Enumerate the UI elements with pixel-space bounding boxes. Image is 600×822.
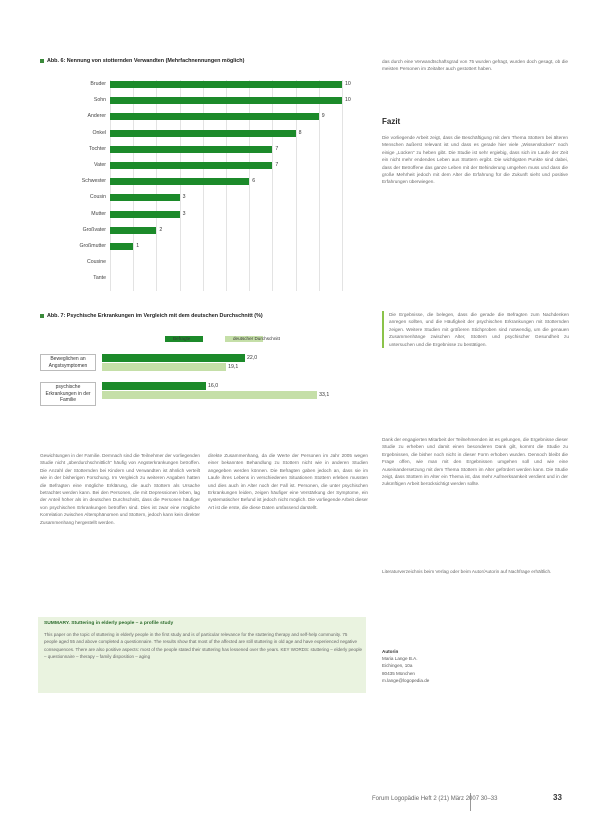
category-label: Vater (93, 162, 106, 168)
bar-value-label: 3 (182, 210, 186, 217)
bar (102, 354, 245, 362)
figure-6-title (40, 58, 244, 64)
summary-title: SUMMARY. Stuttering in elderly people – a profile study (44, 621, 174, 626)
bar (102, 391, 317, 399)
category-label: Sohn (93, 97, 106, 104)
bar-value-label: 10 (345, 81, 351, 87)
bar-value-label: 6 (252, 178, 256, 185)
bar-value-label: 16,0 (208, 383, 219, 389)
author-block (382, 648, 532, 684)
right-middle-paragraph: Dank der engagierten Mitarbeit der Teilnehmenden ist es gelungen, die Ergebnisse dieser Studie zu erheben und damit einen besonderen Dank gilt, kommt die Studie zu Ergebnissen, die bisher noch nicht in dieser Form erhoben wurden. Dennoch bleibt die Frage offen, wie man mit den Ergebnissen umgehen soll und wie eine Auseinandersetzung mit dem Thema Stottern im Alter gefördert werden kann. Die Studie zeigt, dass Stottern im Alter ein Thema ist, das mehr Aufmerksamkeit verdient und in der zukünftigen Arbeit berücksichtigt werden sollte. (382, 437, 568, 487)
page-number: 33 (553, 793, 562, 802)
gridline (226, 80, 227, 291)
left-column-paragraph: Gewichtungen in der Familie. Demnach sind die Teilnehmer der vorliegenden Studie nicht „überdurchschnittlich“ häufig von Angsterkrankungen betroffen. Die Anzahl der Stotternden bei Kindern und Verwandten ist ähnlich verteilt wie in der bisherigen Forschung. Im Vergleich zu weiteren Angaben hatten die Befragten eine mögliche Erklärung, die auch Stottern als Ursache betrachtet werden kann. Bei den Personen, die mit Depressionen leben, lag der Anteil höher als im deutschen Durchschnitt, dass die Personen häufiger von psychischen Erkrankungen betroffen sind. Dies ist zwar eine mögliche Korrelation zwischen Altersphänomen und Stottern, jedoch kann kein direkter Zusammenhang hergestellt werden. (40, 453, 200, 525)
category-label: Anderer (87, 113, 106, 120)
figure-marker-square-icon (40, 314, 44, 318)
gridline (156, 80, 157, 291)
highlight-box: Die Ergebnisse, die belegen, dass die gerade die Befragten zum Nachdenken anregen sollten, und die Häufigkeit der psychischen Erkrankungen mit Stotternden zeigen. Weitere Studien mit größeren Stichproben sind notwendig, um die genauen Zusammenhänge zwischen Alter, Stottern und psychischer Gesundheit zu untersuchen und die Ergebnisse zu bestätigen. (382, 311, 569, 348)
category-label: Mutter (91, 210, 106, 217)
author-line: m.lange@logopedia.de (382, 677, 430, 683)
author-line: Maria Lange B.A. (382, 656, 418, 662)
right-top-paragraph: das durch eine Verwandtschaftsgrad von 75 wurden gefragt, wurden doch gesagt, ob die meisten Personen im Zeitalter auch gestottert haben. (382, 59, 568, 72)
bar (110, 97, 342, 104)
bar-value-label: 19,1 (228, 364, 239, 370)
bar (102, 382, 206, 390)
bar-value-label: 7 (275, 145, 279, 152)
bar (102, 363, 226, 371)
bar (110, 227, 156, 234)
legend-label: Befragte (173, 336, 191, 341)
category-label: Großmutter (79, 243, 106, 249)
bar (110, 81, 342, 88)
category-label: psychische Erkrankungen in der Familie (40, 382, 96, 406)
bar (110, 243, 133, 250)
category-label: Cousin (89, 194, 106, 201)
figure-7-title (40, 313, 263, 319)
bar (110, 113, 319, 120)
bar-value-label: 10 (345, 97, 351, 104)
bar (110, 162, 272, 169)
figure-7-title-text: Abb. 7: Psychische Erkrankungen im Vergleich mit dem deutschen Durchschnitt (%) (47, 313, 263, 319)
literature-note: Literaturverzeichnis beim Verlag oder beim Autor/Autorin auf Nachfrage erhältlich. (382, 569, 552, 574)
fazit-heading: Fazit (382, 117, 401, 126)
category-label: Schwester (81, 178, 106, 185)
category-label: Großvater (82, 226, 106, 233)
bar (110, 130, 296, 137)
figure-6-title-text: Abb. 6: Nennung von stotternden Verwandten (Mehrfachnennungen möglich) (47, 58, 245, 64)
figure-6-chart (40, 80, 360, 296)
category-label: Bruder (90, 81, 106, 87)
bar (110, 178, 249, 185)
summary-body: This paper on the topic of stuttering in elderly people in the first study and is of particular relevance for the stuttering therapy and self-help community. 75 people aged 55 and above completed a questionnaire. The results show that most of the affected are still stuttering in old age and have experienced negative consequences. There are also positive aspects: most of the people stated their stuttering has lessened over the years. KEY WORDS: stuttering – elderly people – questionnaire – therapy – family disposition – aging (44, 632, 363, 660)
gridline (319, 80, 320, 291)
category-label: Onkel (92, 129, 106, 136)
gridline (110, 80, 111, 291)
gridline (180, 80, 181, 291)
bar (110, 194, 180, 201)
gridline (342, 80, 343, 291)
bar-value-label: 3 (182, 194, 186, 201)
category-label: Tochter (88, 145, 106, 152)
footer-text: Forum Logopädie Heft 2 (21) März 2007 30–33 (372, 796, 498, 802)
bar-value-label: 1 (136, 243, 140, 249)
author-line: 80435 München (382, 670, 415, 676)
gridline (296, 80, 297, 291)
category-label: Tante (93, 275, 106, 282)
bar-value-label: 8 (298, 129, 302, 136)
bar (110, 211, 180, 218)
gridline (203, 80, 204, 291)
bar (110, 146, 272, 153)
bar-value-label: 2 (159, 226, 163, 233)
fazit-paragraph: Die vorliegende Arbeit zeigt, dass die Beschäftigung mit dem Thema Stottern bei älteren Menschen äußerst relevant ist und dass es gerade hier viele „Wissenslücken“ noch einige „Lücken“ zu heben gibt. Die Studie ist sehr ergiebig, dass sich im Laufe der Zeit ein nicht mehr endendes Leben aus Stottern ergibt. Die wichtigsten Punkte sind dabei, dass der Betroffene das ganze Leben mit der Behinderung umgehen muss und dass die große Mehrheit jedoch mit dem Alter die Erfahrung für die Zukunft sieht und positive Erfahrungen überwiegen. (382, 135, 568, 185)
category-label: Beweglichen an Angstsymptomen (40, 354, 96, 371)
gridline (249, 80, 250, 291)
middle-column-paragraph: direkte Zusammenhang, da die Werte der Personen im Jahr 2005 wegen einer bekannten Behandlung zu Stottern nicht wie in anderen Studien angegeben werden können. Die Befragten gaben jedoch an, dass sie im Laufe ihres Lebens in verschiedenen Situationen Stottern erleben mussten und dies auch im Alter noch der Fall ist. Personen, die unter psychischen Erkrankungen leiden, zeigen häufiger eine Verstärkung der Symptome, ein systematischer Befund ist jedoch nicht möglich. Die vorliegende Arbeit dieser Art ist die erste, die diese Daten umfassend darstellt. (208, 453, 368, 510)
bar-value-label: 7 (275, 162, 279, 168)
figure-7-chart (40, 332, 360, 432)
figure-marker-square-icon (40, 59, 44, 63)
gridline (133, 80, 134, 291)
gridline (272, 80, 273, 291)
bar-value-label: 9 (321, 113, 325, 120)
legend-label: deutscher Durchschnitt (233, 336, 280, 341)
category-label: Cousine (86, 259, 106, 266)
bar-value-label: 33,1 (319, 392, 330, 398)
author-line: Eichingen, 10a (382, 663, 413, 669)
bar-value-label: 22,0 (247, 355, 258, 361)
author-label: Autorin (382, 649, 399, 654)
